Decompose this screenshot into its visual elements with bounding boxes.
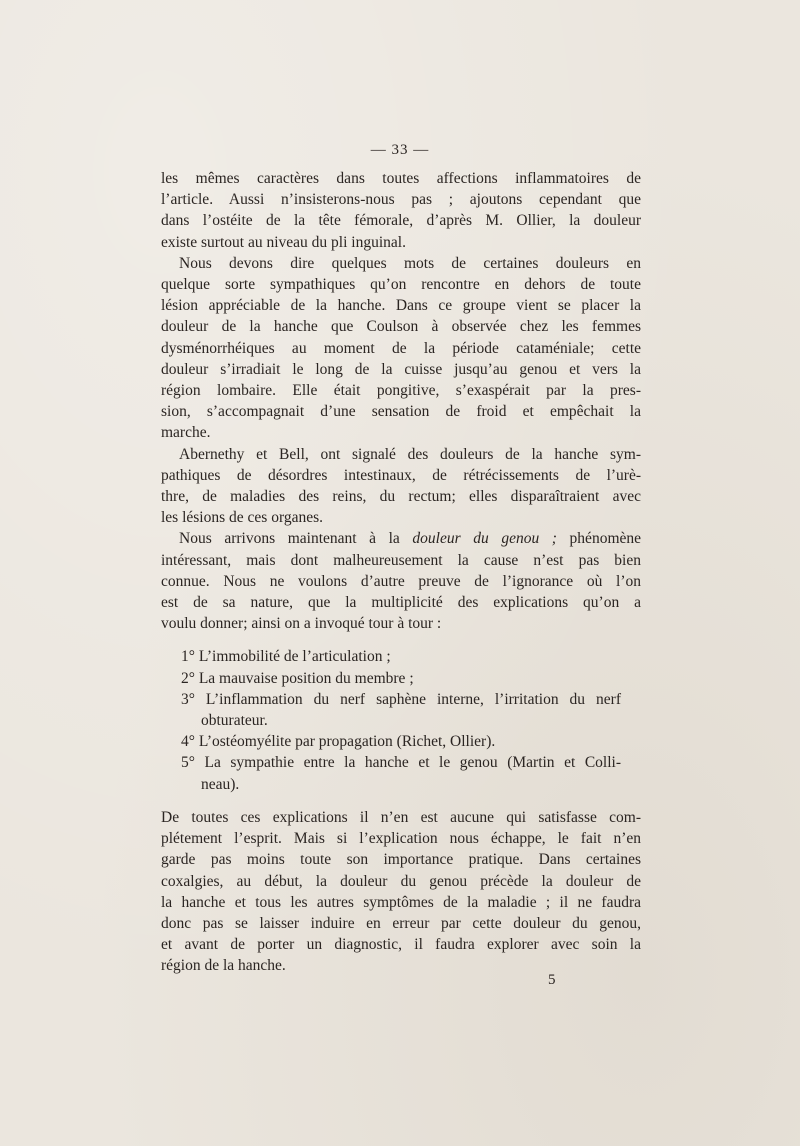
text-line: existe surtout au niveau du pli inguinal. (161, 233, 406, 251)
paragraph-2 (161, 253, 641, 444)
page-number: — 33 — (370, 142, 430, 158)
text-line: région lombaire. Elle était pongitive, s’exaspérait par la pres- (161, 382, 641, 400)
list-item-text: 5° La sympathie entre la hanche et le genou (Martin et Colli- (181, 754, 621, 772)
text-line: la hanche et tous les autres symptômes de la maladie ; il ne faudra (161, 893, 641, 911)
text-line: les lésions de ces organes. (161, 509, 323, 527)
text-line: l’article. Aussi n’insisterons-nous pas ; ajoutons cependant que (161, 191, 641, 209)
text-line: coxalgies, au début, la douleur du genou précède la douleur de (161, 872, 641, 890)
list-item-continuation: obturateur. (201, 712, 268, 730)
list-item (161, 689, 641, 710)
text-line: dysménorrhéiques au moment de la période cataméniale; cette (161, 339, 641, 357)
text-line: Abernethy et Bell, ont signalé des douleurs de la hanche sym- (179, 445, 641, 463)
text-line (161, 528, 641, 549)
text-line: Nous devons dire quelques mots de certaines douleurs en (179, 254, 641, 272)
paragraph-1 (161, 168, 641, 253)
text-line: thre, de maladies des reins, du rectum; elles disparaîtraient avec (161, 488, 641, 506)
text-line: marche. (161, 424, 211, 442)
text-line: dans l’ostéite de la tête fémorale, d’après M. Ollier, la douleur (161, 212, 641, 230)
text-line: douleur s’irradiait le long de la cuisse jusqu’au genou et vers la (161, 360, 641, 378)
text-line: et avant de porter un diagnostic, il faudra explorer avec soin la (161, 936, 641, 954)
text-line: douleur de la hanche que Coulson à observée chez les femmes (161, 318, 641, 336)
signature-mark: 5 (548, 972, 556, 988)
text-line: lésion appréciable de la hanche. Dans ce groupe vient se placer la (161, 297, 641, 315)
text-line: connue. Nous ne voulons d’autre preuve de l’ignorance où l’on (161, 572, 641, 590)
text-line: est de sa nature, que la multiplicité des explications qu’on a (161, 594, 641, 612)
text-line: intéressant, mais dont malheureusement la cause n’est pas bien (161, 551, 641, 569)
paragraph-5 (161, 807, 641, 977)
text-run: Nous arrivons maintenant à la (179, 530, 413, 548)
list-item (161, 752, 641, 773)
text-run: phénomène (556, 530, 642, 548)
list-item: 2° La mauvaise position du membre ; (181, 669, 414, 687)
list-item: 4° L’ostéomyélite par propagation (Richet, Ollier). (181, 733, 496, 751)
text-line: les mêmes caractères dans toutes affections inflammatoires de (161, 170, 641, 187)
text-line: voulu donner; ainsi on a invoqué tour à tour : (161, 615, 442, 633)
list-item: 1° L’immobilité de l’articulation ; (181, 648, 391, 666)
italic-phrase: douleur du genou ; (412, 530, 557, 548)
page-body (161, 168, 641, 977)
text-line: garde pas moins toute son importance pratique. Dans certaines (161, 851, 641, 869)
text-line: région de la hanche. (161, 957, 286, 975)
paragraph-3 (161, 444, 641, 529)
text-line: donc pas se laisser induire en erreur par cette douleur du genou, (161, 914, 641, 932)
text-line: quelque sorte sympathiques qu’on rencontre en dehors de toute (161, 276, 641, 294)
text-line: plétement l’esprit. Mais si l’explication nous échappe, le fait n’en (161, 830, 641, 848)
paragraph-4 (161, 528, 641, 634)
text-line: sion, s’accompagnait d’une sensation de froid et empêchait la (161, 403, 641, 421)
list-item-continuation: neau). (201, 775, 240, 793)
list-item-text: 3° L’inflammation du nerf saphène interne, l’irritation du nerf (181, 690, 621, 708)
text-line: De toutes ces explications il n’en est aucune qui satisfasse com- (161, 808, 641, 826)
text-line: pathiques de désordres intestinaux, de rétrécissements de l’urè- (161, 466, 641, 484)
explanations-list (161, 646, 641, 794)
